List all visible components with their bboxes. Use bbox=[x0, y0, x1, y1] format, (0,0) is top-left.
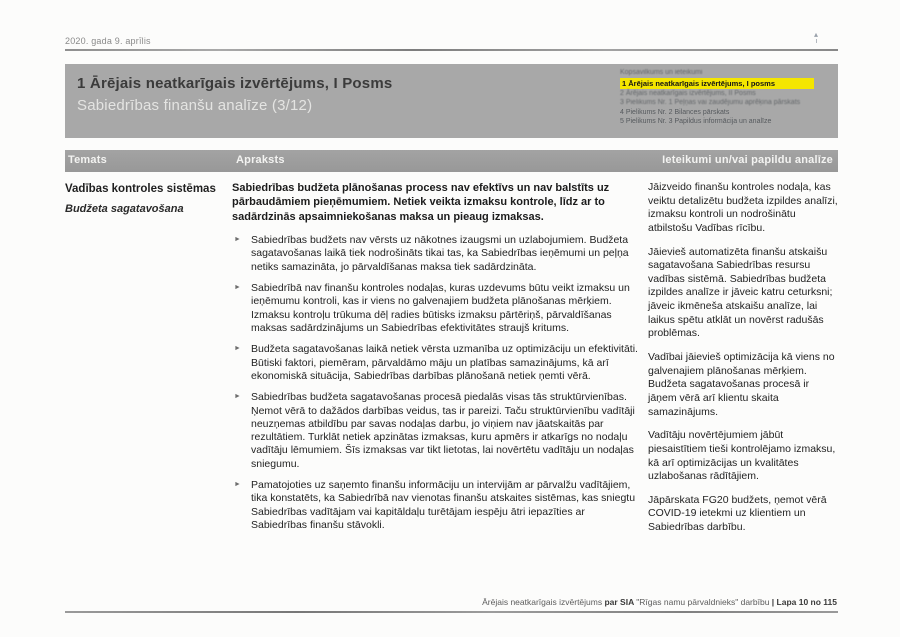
page-subtitle: Sabiedrības finanšu analīze (3/12) bbox=[77, 97, 313, 114]
recommendation-paragraph: Jāizveido finanšu kontroles nodaļa, kas veiktu detalizētu budžeta izpildes analīzi, izmaksu kontroli un nodrošinātu atbilstošu Vadības rīcību. bbox=[648, 181, 838, 234]
column-header-description: Apraksts bbox=[236, 154, 285, 166]
nav-item-annex1: 3 Pielikums Nr. 1 Peļņas vai zaudējumu aprēķina pārskats bbox=[620, 99, 801, 106]
footer-page-number: | Lapa 10 no 115 bbox=[771, 597, 837, 607]
footer-company-prefix: par SIA bbox=[604, 597, 637, 607]
scan-artifact-icon: ▴ bbox=[814, 31, 818, 43]
bullet-arrow-icon: ► bbox=[234, 481, 241, 489]
recommendation-paragraph: Vadītāju novērtējumiem jābūt piesaistītiem tieši kontrolējamo izmaksu, kā arī optimizācijas un kvalitātes uzlabošanas rādītājiem. bbox=[648, 429, 836, 483]
page-footer bbox=[482, 597, 837, 607]
section-nav bbox=[620, 68, 838, 127]
nav-item-annex2: 4 Pielikums Nr. 2 Bilances pārskats bbox=[620, 108, 730, 116]
recommendation-paragraph: Jāpārskata FG20 budžets, ņemot vērā COVID-19 ietekmi uz klientiem un Sabiedrības darbību. bbox=[648, 493, 827, 534]
bullet-arrow-icon: ► bbox=[234, 283, 241, 291]
column-header-recommendations: Ieteikumi un/vai papildu analīze bbox=[662, 154, 833, 166]
description-intro: Sabiedrības budžeta plānošanas process nav efektīvs un nav balstīts uz pārbaudāmiem pieņēmumiem. Netiek veikta izmaksu kontrole, līdz ar to sadārdzinās apsaimniekošanas maksa un pieaug izmaksas. bbox=[232, 182, 610, 223]
bullet-arrow-icon: ► bbox=[234, 235, 241, 243]
topic-title: Vadības kontroles sistēmas bbox=[65, 183, 216, 195]
table-header-row bbox=[65, 150, 838, 172]
recommendations-column bbox=[648, 181, 840, 545]
bullet-text: Sabiedrībā nav finanšu kontroles nodaļas, kuras uzdevums būtu veikt izmaksu un ieņēmumu kontroli, kas ir viens no galvenajiem budžeta plānošanas mērķiem. Izmaksu kontroļu trūkuma dēļ radies būtisks izmaksu pārtēriņš, pārvaldīšanas maksas sadārdzinājums un Sabiedrības efektivitātes straujš kritums. bbox=[251, 281, 630, 334]
topic-column bbox=[65, 182, 227, 215]
footer-report-name: Ārējais neatkarīgais izvērtējums bbox=[482, 597, 605, 607]
nav-item-phase2: 2 Ārējais neatkarīgais izvērtējums, II Posms bbox=[620, 89, 756, 97]
description-column bbox=[232, 181, 638, 540]
bullet-text: Sabiedrības budžets nav vērsts uz nākotnes izaugsmi un uzlabojumiem. Budžeta sagatavošanas laikā tiek nodrošināts tikai tas, ka Sabiedrības ieņēmumi un peļņa netiks samazināta, jo pārvaldīšanas maksa tiek sadārdzināta. bbox=[251, 233, 629, 273]
nav-item-current-section: 1 Ārējais neatkarīgais izvērtējums, I posms bbox=[620, 78, 814, 89]
bullet-text: Budžeta sagatavošanas laikā netiek vērsta uzmanība uz optimizāciju un efektivitāti. Būtiski faktori, piemēram, pārvaldāmo māju un platības samazinājums, kā arī ekonomiskā situācija, Sabiedrības darbības plānošanā netiek ņemti vērā. bbox=[251, 343, 638, 382]
bullet-text: Pamatojoties uz saņemto finanšu informāciju un intervijām ar pārvalžu vadītājiem, tika konstatēts, ka Sabiedrībā nav vienotas finanšu atskaites sistēmas, kas sniegtu Sabiedrības vadītājam vai kapitāldaļu turētājam iespēju ātri iepazīties ar Sabiedrības finanšu stāvokli. bbox=[251, 479, 636, 532]
page-date: 2020. gada 9. aprīlis bbox=[65, 36, 151, 46]
footer-company-name: "Rīgas namu pārvaldnieks" darbību bbox=[636, 597, 772, 607]
bottom-divider bbox=[65, 611, 838, 613]
list-item bbox=[232, 234, 638, 274]
top-divider bbox=[65, 49, 838, 51]
list-item bbox=[232, 391, 638, 471]
nav-item-annex3: 5 Pielikums Nr. 3 Papildus informācija un analīze bbox=[620, 118, 772, 125]
recommendation-paragraph: Jāievieš automatizēta finanšu atskaišu sagatavošana Sabiedrības resursu vadības sistēmā. Sabiedrības budžeta izpildes analīze ir jāveic katru ceturksni; jāveic ikmēneša atskaišu analīze, lai laikus spētu atklāt un novērst radušās problēmas. bbox=[648, 245, 833, 340]
bullet-arrow-icon: ► bbox=[234, 393, 241, 401]
list-item bbox=[232, 343, 638, 383]
topic-subtitle: Budžeta sagatavošana bbox=[65, 203, 184, 216]
list-item bbox=[232, 479, 638, 532]
bullet-text: Sabiedrības budžeta sagatavošanas procesā piedalās visas tās struktūrvienības. Ņemot vērā to dažādos darbības veidus, tas ir pareizi. Taču struktūrvienību vadītāji neuzņemas atbildību par savas nodaļas darbu, jo viņiem nav jāatskaitās par rezultātiem. Turklāt netiek apzinātas izmaksas, kuru apmērs ir atkarīgs no nodaļu vadītāju lēmumiem. Šīs izmaksas var tikt lietotas, lai novērtētu vadītāju un nodaļas sniegumu. bbox=[251, 391, 635, 470]
bullet-arrow-icon: ► bbox=[234, 345, 241, 353]
recommendation-paragraph: Vadībai jāievieš optimizācija kā viens no galvenajiem plānošanas mērķiem. Budžeta sagatavošanas procesā ir jāņem vērā arī klientu skaita samazinājums. bbox=[648, 351, 835, 418]
nav-item-summary: Kopsavilkums un ieteikumi bbox=[620, 69, 703, 76]
list-item bbox=[232, 282, 638, 335]
column-header-topic: Temats bbox=[68, 154, 107, 166]
section-title: 1 Ārējais neatkarīgais izvērtējums, I Posms bbox=[77, 75, 393, 92]
